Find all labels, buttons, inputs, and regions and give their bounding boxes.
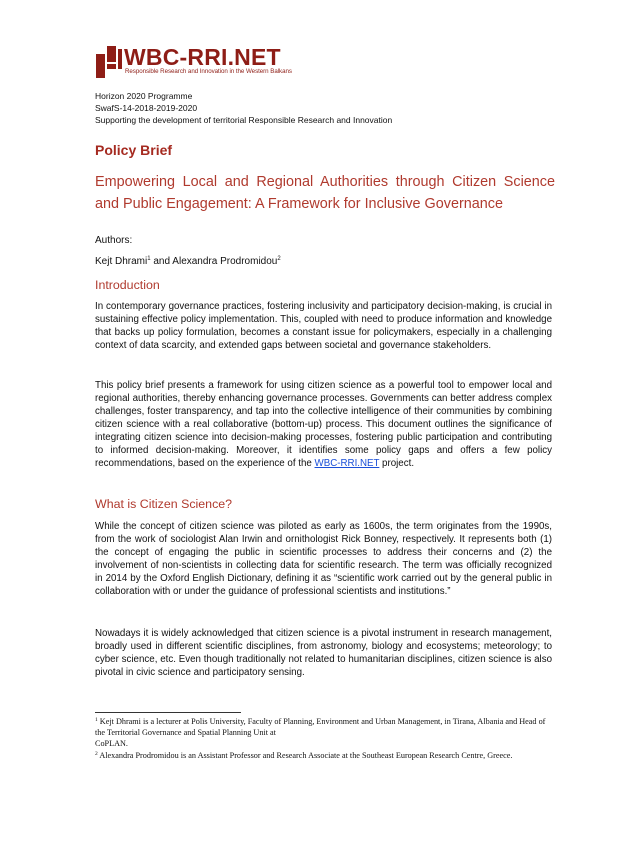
heading-introduction: Introduction	[95, 278, 160, 292]
author-1-footnote-ref[interactable]: 1	[147, 256, 151, 262]
authors-names	[95, 256, 281, 267]
footnote-1-continued: CoPLAN.	[95, 739, 128, 748]
citizen-science-paragraph-2: Nowadays it is widely acknowledged that citizen science is a pivotal instrument in research management, broadly used in different scientific disciplines, from astronomy, biology and ecosystems; meteorology; to cyber science, etc. Even though traditionally not related to humanitarian disciplines, citizen science is also pivotal in civic science and participatory sensing.	[95, 628, 552, 679]
citizen-science-paragraph-1: While the concept of citizen science was piloted as early as 1600s, the term originates from the 1990s, from the work of sociologist Alan Irwin and ornithologist Rick Bonney, respectively. It represents both (1) the concept of engaging the public in scientific processes to address their concerns and (2) the involvement of non-scientists in collecting data for scientific research. The term was officially recognized in 2014 by the Oxford English Dictionary, defining it as “scientific work carried out by the general public in collaboration with or under the guidance of professional scientists and institutions.”	[95, 521, 552, 598]
programme-line-3: Supporting the development of territorial Responsible Research and Innovation	[95, 115, 393, 125]
intro-paragraph-2	[95, 379, 552, 470]
footnote-2-number: 2	[95, 751, 98, 757]
footnote-1	[95, 716, 555, 738]
intro-paragraph-2-text: This policy brief presents a framework for using citizen science as a powerful tool to empower local and regional authorities, thereby enhancing governance processes. Governments can better address complex challenges, foster transparency, and tap into the collective intelligence of their communities by combining citizen science with a real collaborative (bottom-up) process. This document outlines the significance of integrating citizen science into decision-making processes, fostering public participation and contributing to informed decision-making. Moreover, it identifies some policy gaps and offers a few policy recommendations, based on the experience of the	[95, 380, 552, 470]
intro-paragraph-1: In contemporary governance practices, fostering inclusivity and participatory decision-making, is crucial in sustaining effective policy implementation. This, coupled with need to produce information and knowledge that backs up policy formulation, becomes a constant issue for policymakers, especially in a challenging context of data scarcity, and extended gaps between societal and governance stakeholders.	[95, 301, 552, 352]
author-2: Alexandra Prodromidou	[172, 256, 278, 267]
footnote-1-number: 1	[95, 717, 98, 723]
footnote-2	[95, 750, 555, 761]
authors-label: Authors:	[95, 235, 133, 246]
footnote-separator	[95, 712, 241, 713]
logo-subtitle: Responsible Research and Innovation in the Western Balkans	[125, 68, 292, 75]
author-1: Kejt Dhrami	[95, 256, 148, 267]
document-type: Policy Brief	[95, 142, 173, 158]
document-title: Empowering Local and Regional Authorities through Citizen Science and Public Engagement: A Framework for Inclusive Governance	[95, 174, 555, 212]
wbc-rri-link[interactable]: WBC-RRI.NET	[314, 458, 380, 470]
author-2-footnote-ref[interactable]: 2	[277, 256, 281, 262]
wbc-rri-logo	[96, 46, 296, 80]
logo-mark-icon	[96, 46, 122, 78]
programme-line-2: SwafS-14-2018-2019-2020	[95, 103, 198, 113]
footnote-1-text: Kejt Dhrami is a lecturer at Polis University, Faculty of Planning, Environment and Urban Management, in Tirana, Albania and Head of the Territorial Governance and Spatial Planning Unit at	[95, 717, 546, 737]
footnote-2-text: Alexandra Prodromidou is an Assistant Professor and Research Associate at the Southeast European Research Centre, Greece.	[97, 751, 513, 760]
logo-title: WBC-RRI.NET	[124, 44, 281, 70]
author-conjunction: and	[150, 256, 173, 267]
heading-what-is-citizen-science: What is Citizen Science?	[95, 497, 233, 511]
intro-paragraph-2-end: project.	[379, 458, 415, 470]
programme-line-1: Horizon 2020 Programme	[95, 91, 193, 101]
